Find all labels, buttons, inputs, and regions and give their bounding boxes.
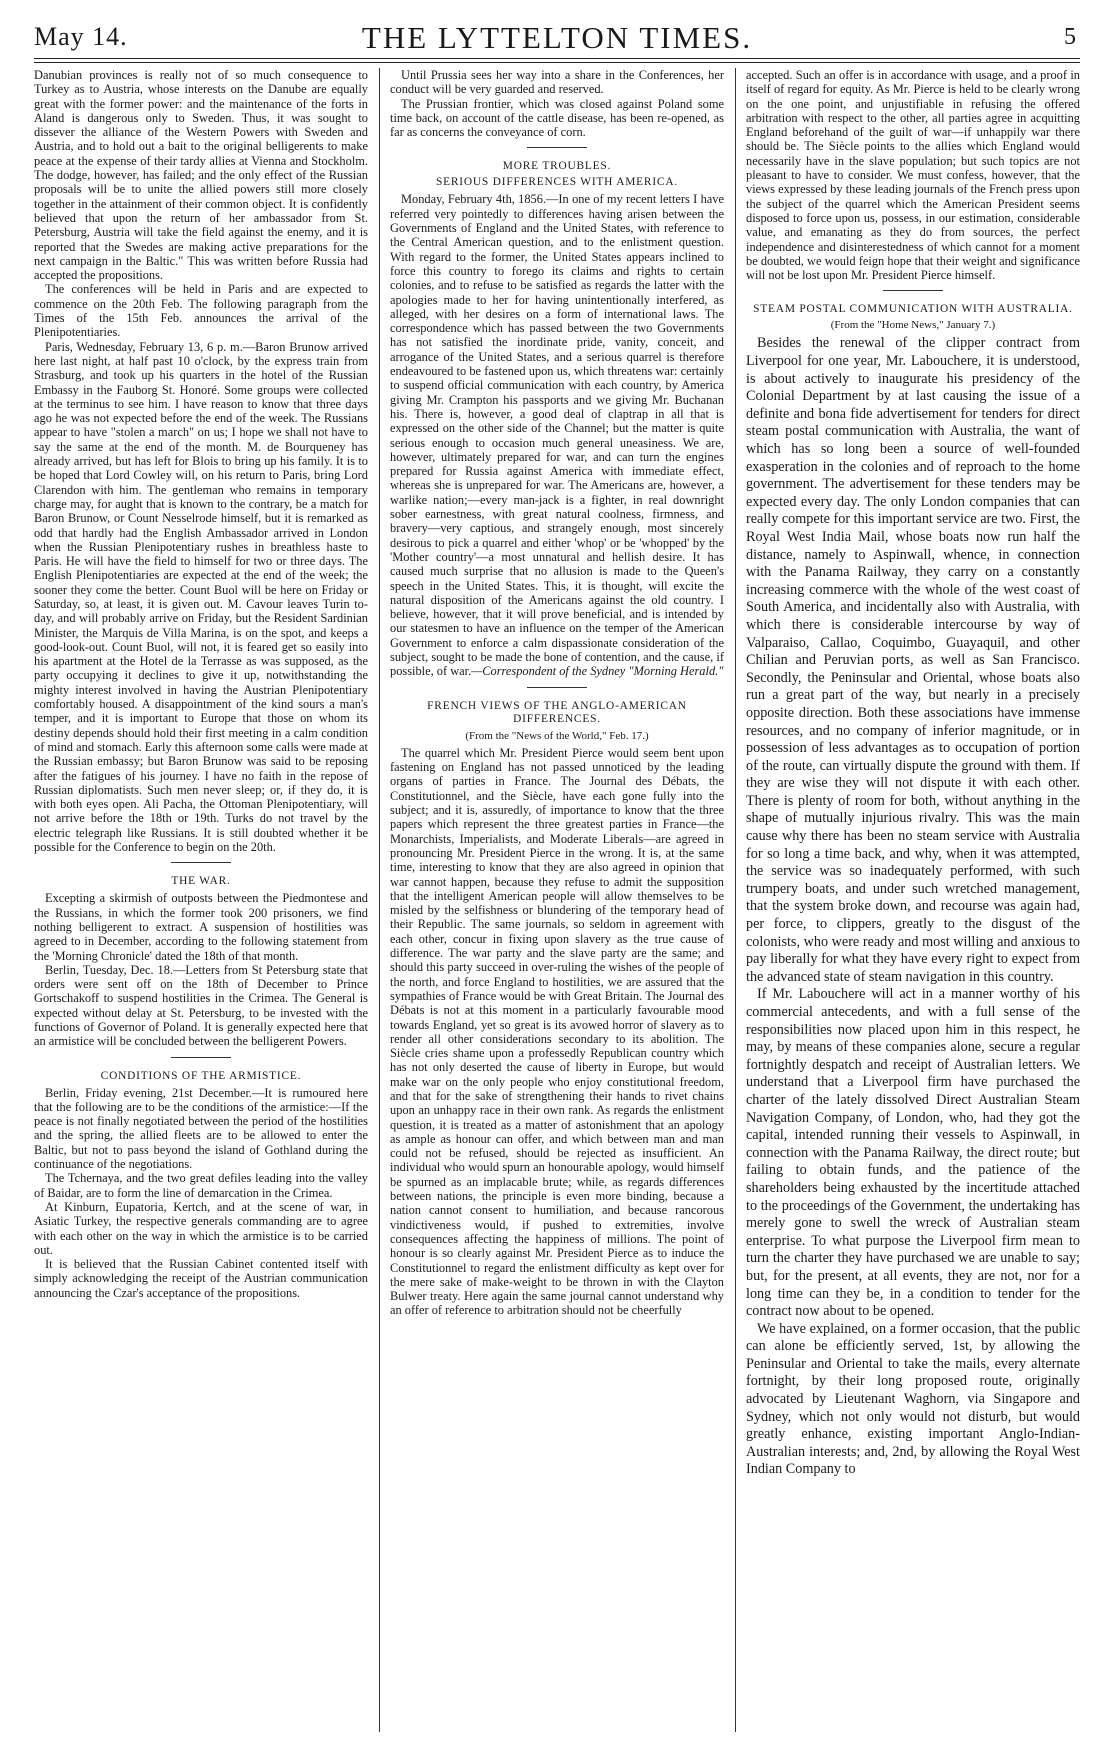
article-source: (From the "Home News," January 7.) <box>830 319 996 332</box>
article-columns <box>34 68 1080 1732</box>
article-paragraph: The quarrel which Mr. President Pierce would seem bent upon fastening on England has not passed unnoticed by the leading organs of parties in France. The Journal des Débats, the Constitutionnel, and the Siècle, have each gone fully into the subject; and it is, assuredly, of importance to know that the three papers which represent the three greatest parties in France—the Monarchists, Imperialists, and Moderate Liberals—are agreed in pronouncing Mr. President Pierce in the wrong. It is, at the same time, interesting to know that they are also agreed in opinion that war cannot happen, because they refuse to admit the supposition that the intelligent American people will allow themselves to be misled by the selfishness or blundering of the temporary head of their Republic. The same journals, so seldom in agreement with each other, concur in fixing upon slavery as the true cause of difference. The war party and the slave party are the same; and should this party succeed in over-ruling the wishes of the people of the north, and force England to hostilities, we are assured that the sympathies of France would be with Great Britain. The Journal des Débats is not at this moment in a particularly favourable mood towards England, yet so great is its avowed horror of slavery as to render all other considerations secondary to its abolition. The Siècle cries shame upon a professedly Republican country which has not only deserted the cause of liberty in Europe, but would make war on the only people who enjoy constitutional freedom, and that for the sake of strengthening their hands to rivet chains upon an unhappy race in their own rank. As regards the enlistment question, it is treated as a matter of astonishment that an apology as ample as honour can offer, and which between man and man could not be refused, should be rejected as insufficient. An individual who would spurn an honourable apology, would himself be spurned as an implacable brute; while, as regards differences between nations, the principle is even more binding, because a nation cannot consent to humiliation, and because rancorous vindictiveness would, if pushed to extremities, involve consequences affecting the happiness of millions. The point of honour is so clearly against Mr. President Pierce as to induce the Constitutionnel to regard the enlistment difficulty as kept over for the mere sake of make-weight to be thrown in with the Clayton Bulwer treaty. Here again the same journal cannot understand why an offer of reference to arbitration should not be cheerfully <box>390 745 724 1318</box>
article-paragraph: Paris, Wednesday, February 13, 6 p. m.—Baron Brunow arrived here last night, at half past 10 o'clock, by the express train from Strasburg, and took up his quarters in the hotel of the Russian Embassy in the Fauborg St. Honoré. Some groups were collected at the terminus to see him. I have reason to know that three days ago he was not expected before the end of the week. The Russians appear to have "stolen a march" on us; I hope we shall not have to say the same at the end of the month. M. de Bourqueney has already arrived, but has left for Blois to bring up his family. It is to be hoped that Lord Cowley will, on his return to Paris, bring Lord Clarendon with him. The gentleman who remains in temporary charge may, for aught that is known to the contrary, be a match for Baron Brunow, or Count Nesselrode himself, but it is remarked as odd that hardly had the English Ambassador arrived in London when the Russian Plenipotentiary rushes in breathless haste to Paris. He will have the field to himself for two or three days. The English Plenipotentiaries are expected at the end of the week; the sooner they come the better. Count Buol will be here on Friday or Saturday, so, at least, it is given out. M. Cavour leaves Turin to-day, and will probably arrive on Friday, but the Resident Sardinian Minister, the Marquis de Villa Marina, is on the spot, and keeps a good-look-out. Count Buol, will not, it is feared get so easily into his apartment at the Hotel de la Terrasse as was supposed, as the party occupying it declines to give it up, notwithstanding the mighty interest involved in having the Austrian Plenipotentiary comfortably housed. A disappointment of the kind sours a man's temper, and it is important to Europe that those on whom its destiny depends should hold their first meeting in a calm condition of mind and stomach. Early this afternoon some calls were made at the Russian embassy; but Baron Brunow was said to be reposing after the fatigues of his journey. I have no faith in the repose of Russian diplomatists. Such men never sleep; or, if they do, it is with both eyes open. Ali Pacha, the Ottoman Plenipotentiary, will not arrive before the 18th or 19th. Turks do not travel by the electric telegraph like Russians. It is still doubted whether it be possible for the Conference to begin on the 20th. <box>34 339 368 855</box>
article-paragraph: The Prussian frontier, which was closed against Poland some time back, on account of the cattle disease, has been re-opened, as far as concerns the conveyance of corn. <box>390 96 724 140</box>
section-divider <box>883 290 943 291</box>
section-heading-french-views: FRENCH VIEWS OF THE ANGLO-AMERICAN DIFFERENCES. <box>427 699 687 725</box>
article-paragraph: Excepting a skirmish of outposts between the Piedmontese and the Russians, in which the former took 200 prisoners, we find nothing belligerent to extract. A suspension of hostilities was agreed to in December, according to the following statement from the 'Morning Chronicle' dated the 18th of that month. <box>34 891 368 963</box>
section-divider <box>171 862 231 863</box>
article-paragraph: Berlin, Tuesday, Dec. 18.—Letters from St Petersburg state that orders were sent off on the 18th of December to Prince Gortschakoff to suspend hostilities in the Crimea. The General is expected without delay at St. Petersburg, to be invested with the functions of Governor of Poland. It is generally expected here that an armistice will be concluded between the belligerent Powers. <box>34 962 368 1049</box>
section-divider <box>171 1057 231 1058</box>
article-paragraph: Berlin, Friday evening, 21st December.—It is rumoured here that the following are to be the conditions of the armistice:—If the peace is not finally negotiated between the period of the hostilities and the spring, the allied fleets are to be allowed to enter the Baltic, but not to pass beyond the island of Gothland during the continuance of the negotiations. <box>34 1085 368 1172</box>
article-paragraph: The conferences will be held in Paris and are expected to commence on the 20th Feb. The following paragraph from the Times of the 15th Feb. announces the arrival of the Plenipotentiaries. <box>34 282 368 340</box>
page-number: 5 <box>1064 24 1076 50</box>
newspaper-title: THE LYTTELTON TIMES. <box>361 20 753 55</box>
section-heading-war: THE WAR. <box>171 875 231 888</box>
article-paragraph: Besides the renewal of the clipper contract from Liverpool for one year, Mr. Labouchere, it is understood, is about actively to inaugurate his presidency of the Colonial Department by at last causing the issue of a definite and bona fide advertisement for tenders for direct steam postal communication with Australia, the want of which has so long been a source of well-founded exasperation in the colonies and of reproach to the home government. The advertisement for these tenders may be expected every day. The only London companies that can really compete for this important service are two. First, the Royal West India Mail, whose boats now run half the distance, namely to Aspinwall, whence, in connection with the Panama Railway, they carry on a constantly increasing commerce with the whole of the west coast of South America, and incidentally also with Australia, with which there is considerable intercourse by way of Valparaiso, Callao, Coquimbo, Guayaquil, and other Chilian and Peruvian ports, as well as San Francisco. Secondly, the Peninsular and Oriental, whose boats also run a great part of the way, but nearly in a precisely opposite direction. Both these associations have immense resources, and no company of inferior magnitude, or in possession of less advantages as to occupation of portion of the route, can virtually dispute the ground with them. If they are wise they will not dispute it with each other. There is plenty of room for both, without anything in the shape of mutually injurious rivalry. This was the main cause why there has been no steam service with Australia for so long a time back, and why, when it was attempted, the service was so inadequately performed, with such trumpery boats, and under such wretched management, that the system broke down, and recourse was again had, per force, to clippers, greatly to the disgust of the colonists, who were ready and most willing and anxious to pay liberally for what they have every right to expect from the advanced state of steam navigation in this country. <box>746 335 1080 985</box>
article-signature: —Correspondent of the Sydney "Morning Herald." <box>471 664 724 679</box>
article-text: Monday, February 4th, 1856.—In one of my recent letters I have referred very pointedly to differences having arisen between the Governments of England and the United States, with reference to the Central American question, and to the enlistment question. With regard to the former, the United States appears inclined to force this country to forego its claims and rights to certain colonies, and to refuse to be satisfied as regards the latter with the apologies made to her for having unintentionally interfered, as alleged, with her desires on a form of international laws. The correspondence which has passed between the two Governments has not satisfied the inordinate pride, vanity, conceit, and arrogance of the United States, and a serious quarrel is therefore endeavoured to be fastened upon us, which threatens war: certainly to suspend official communication with each country, by America giving Mr. Crampton his passports and we giving Mr. Buchanan his. There is, however, a good deal of claptrap in all that is expressed on the other side of the Channel; but the matter is quite serious enough to occasion much general uneasiness. We are, however, ultimately prepared for war, and can turn the engines prepared for Russia against America with immediate effect, whereas she is unprepared for war. The Americans are, however, a warlike nation;—every man-jack is a fighter, in real downright sober earnestness, with great natural coolness, firmness, and bravery—very captious, and strangely enough, most sincerely desirous to pick a quarrel and either 'whop' or be 'whopped' by the 'Mother country'—a most unnatural and hellish desire. It has caused much surprise that no allusion is made to the Queen's speech in the United States. This, it is thought, will excite the natural disposition of the Americans against the old country. I believe, however, that it will prove beneficial, and is intended by our statesmen to have an influence on the temper of the American Government to enforce a calm dispassionate consideration of the subject, sought to be made the bone of contention, and the cause, if possible, of war. <box>390 192 724 679</box>
section-heading-steam-postal: STEAM POSTAL COMMUNICATION WITH AUSTRALIA. <box>753 303 1073 316</box>
section-heading-armistice: CONDITIONS OF THE ARMISTICE. <box>100 1069 302 1082</box>
newspaper-page <box>34 18 1080 1734</box>
column-2 <box>390 68 724 1732</box>
section-heading-more-troubles: MORE TROUBLES. <box>502 160 612 173</box>
article-paragraph: Danubian provinces is really not of so much consequence to Turkey as to Austria, whose interests on the Danube are equally great with the former power: and the maintenance of the forts in Aland is dangerous only to Sweden. Thus, it was sought to dissever the alliance of the Western Powers with Sweden and Austria, and to hold out a bait to the original belligerents to make peace at the expense of their tardy allies at Vienna and Stockholm. The dodge, however, has failed; and the only effect of the Russian proposals will be to unite the allied powers still more closely together in the attainment of their common object. It is confidently believed that upon the return of her ambassador from St. Petersburg, Austria will take the field against the enemy, and it is reported that the Swedes are making active preparations for the next campaign in the Baltic." This was written before Russia had accepted the propositions. <box>34 68 368 283</box>
article-paragraph: The Tchernaya, and the two great defiles leading into the valley of Baidar, are to form the line of demarcation in the Crimea. <box>34 1171 368 1200</box>
section-subheading-serious-differences: SERIOUS DIFFERENCES WITH AMERICA. <box>436 176 678 189</box>
article-paragraph: Until Prussia sees her way into a share in the Conferences, her conduct will be very guarded and reserved. <box>390 68 724 97</box>
issue-date: May 14. <box>34 22 128 51</box>
article-paragraph: If Mr. Labouchere will act in a manner worthy of his commercial antecedents, and with a full sense of the responsibilities now placed upon him in this respect, he may, by means of these companies alone, secure a regular fortnightly despatch and receipt of Australian letters. We understand that a Liverpool firm have purchased the charter of the lately dissolved Direct Australian Steam Navigation Company, of London, who, had they got the capital, intended running their vessels to Aspinwall, in connection with the Panama Railway, the direct route; but failing to obtain funds, and the patience of the shareholders being exhausted by the incertitude attached to the proceedings of the Government, the undertaking has merely gone to swell the wreck of Australian steam enterprise. To what purpose the Liverpool firm mean to turn the charter they have purchased we are unable to say; but, for the present, at all events, they are not, nor for a long time can they be, in a condition to tender for the contract now about to be opened. <box>746 986 1080 1320</box>
section-divider <box>527 687 587 688</box>
article-paragraph: We have explained, on a former occasion, that the public can alone be efficiently served, 1st, by allowing the Peninsular and Oriental to take the mails, every alternate fortnight, by their long proposed route, originally advocated by Lieutenant Waghorn, via Singapore and Sydney, which not only would not disturb, but would greatly enhance, existing important Anglo-Indian-Australian interests; and, 2nd, by allowing the Royal West Indian Company to <box>746 1320 1080 1478</box>
article-source: (From the "News of the World," Feb. 17.) <box>465 729 649 742</box>
article-paragraph: At Kinburn, Eupatoria, Kertch, and at the scene of war, in Asiatic Turkey, the respective generals commanding are to agree with each other on the way in which the armistice is to be carried out. <box>34 1199 368 1257</box>
article-paragraph <box>390 192 724 678</box>
column-3 <box>746 68 1080 1732</box>
article-paragraph: accepted. Such an offer is in accordance with usage, and a proof in itself of regard for equity. As Mr. Pierce is held to be clearly wrong on the one point, and unjustifiable in refusing the offered arbitration with respect to the other, all parties agree in acquitting England beforehand of the guilt of war—if unhappily war there should be. The Siècle points to the allies which England would necessarily have in the slave population; but such topics are not pleasant to have to consider. We must confess, however, that the views expressed by these leading journals of the French press upon the subject of the quarrel which the American President seems disposed to force upon us, possess, in our estimation, considerable value, and emanating as they do from sources, the perfect independence and disinterestedness of which cannot for a moment be doubted, we would feign hope that their weight and significance will not be lost upon Mr. President Pierce himself. <box>746 68 1080 283</box>
article-paragraph: It is believed that the Russian Cabinet contented itself with simply acknowledging the receipt of the Austrian communication announcing the Czar's acceptance of the propositions. <box>34 1257 368 1300</box>
steam-postal-article <box>746 303 1080 1479</box>
masthead-double-rule <box>34 59 1080 63</box>
column-divider <box>379 68 380 1732</box>
column-divider <box>735 68 736 1732</box>
column-1 <box>34 68 368 1732</box>
masthead <box>34 18 1080 59</box>
section-divider <box>527 147 587 148</box>
